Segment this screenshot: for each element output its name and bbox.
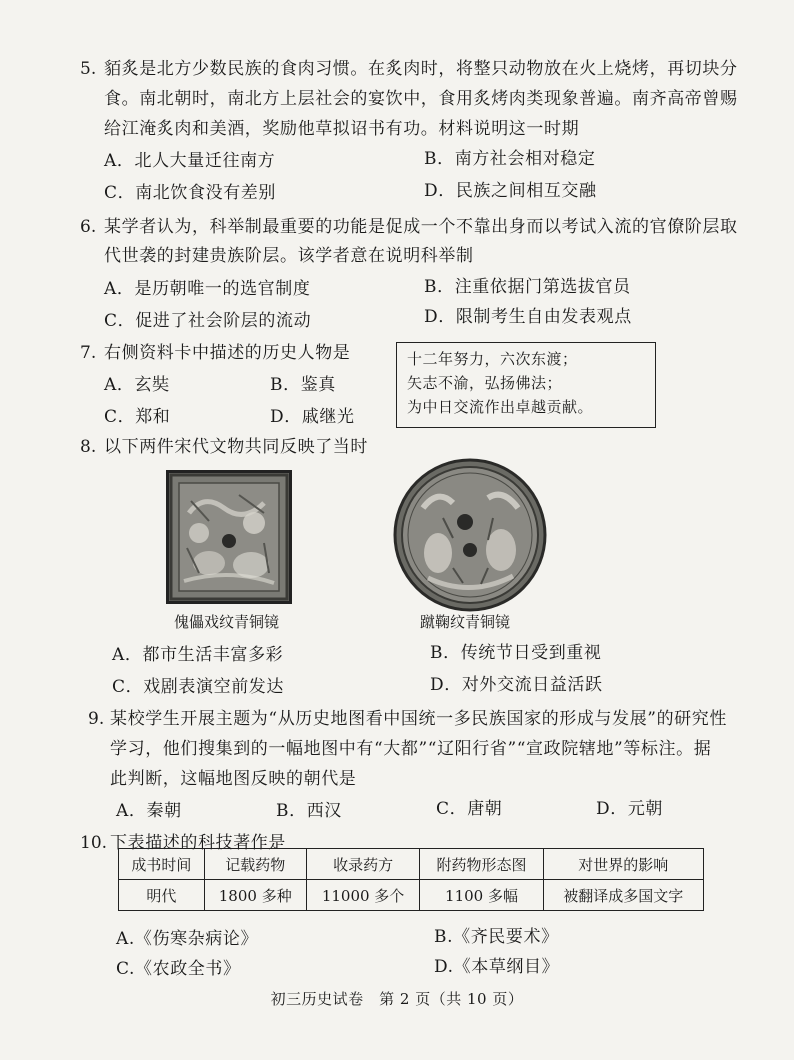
option-b: B．西汉 xyxy=(276,801,342,821)
question-stem-line: 貊炙是北方少数民族的食肉习惯。在炙肉时，将整只动物放在火上烧烤，再切块分 xyxy=(104,59,738,79)
question-stem-line: 给江淹炙肉和美酒，奖励他草拟诏书有功。材料说明这一时期 xyxy=(104,119,580,139)
question-number: 7. xyxy=(80,343,97,363)
question-number: 8. xyxy=(80,437,97,457)
question-stem-line: 代世袭的封建贵族阶层。该学者意在说明科举制 xyxy=(104,246,474,266)
option-c: C．南北饮食没有差别 xyxy=(104,183,277,203)
table-header-cell: 成书时间 xyxy=(119,849,205,880)
option-b: B.《齐民要术》 xyxy=(434,927,559,947)
info-card xyxy=(396,342,656,428)
puppet-mirror-image xyxy=(166,470,292,604)
question-stem-line: 食。南北朝时，南北方上层社会的宴饮中，食用炙烤肉类现象普遍。南齐高帝曾赐 xyxy=(104,89,738,109)
option-c: C．促进了社会阶层的流动 xyxy=(104,311,312,331)
option-d: D．限制考生自由发表观点 xyxy=(424,307,632,327)
table-header-cell: 记载药物 xyxy=(204,849,306,880)
option-c: C．戏剧表演空前发达 xyxy=(112,677,285,697)
table-cell: 11000 多个 xyxy=(306,880,420,911)
option-c: C．唐朝 xyxy=(436,799,503,819)
option-a: A．都市生活丰富多彩 xyxy=(112,645,284,665)
table-header-cell: 附药物形态图 xyxy=(420,849,543,880)
table-cell: 1800 多种 xyxy=(204,880,306,911)
question-stem-line: 学习，他们搜集到的一幅地图中有“大都”“辽阳行省”“宣政院辖地”等标注。据 xyxy=(110,739,712,759)
table-cell: 被翻译成多国文字 xyxy=(543,880,703,911)
table-cell: 1100 多幅 xyxy=(420,880,543,911)
image-caption: 傀儡戏纹青铜镜 xyxy=(174,613,280,631)
option-d: D．对外交流日益活跃 xyxy=(430,675,603,695)
question-stem: 下表描述的科技著作是 xyxy=(110,833,286,853)
image-caption: 蹴鞠纹青铜镜 xyxy=(420,613,511,631)
option-b: B．传统节日受到重视 xyxy=(430,643,602,663)
option-b: B．注重依据门第选拔官员 xyxy=(424,277,631,297)
question-number: 10. xyxy=(80,833,108,853)
question-stem-line: 此判断，这幅地图反映的朝代是 xyxy=(110,769,357,789)
info-card-line: 十二年努力，六次东渡； xyxy=(407,350,578,368)
question-number: 9. xyxy=(88,709,105,729)
table-header-cell: 收录药方 xyxy=(306,849,420,880)
option-d: D．戚继光 xyxy=(270,407,355,427)
question-stem: 右侧资料卡中描述的历史人物是 xyxy=(104,343,351,363)
table-cell: 明代 xyxy=(119,880,205,911)
cuju-mirror-image xyxy=(393,458,547,612)
option-c: C．郑和 xyxy=(104,407,171,427)
option-b: B．南方社会相对稳定 xyxy=(424,149,596,169)
question-stem-line: 某校学生开展主题为“从历史地图看中国统一多民族国家的形成与发展”的研究性 xyxy=(110,709,727,729)
info-card-line: 矢志不渝，弘扬佛法； xyxy=(407,374,563,392)
page-footer: 初三历史试卷 第 2 页（共 10 页） xyxy=(270,990,524,1008)
option-b: B．鉴真 xyxy=(270,375,336,395)
question-number: 5. xyxy=(80,59,97,79)
option-a: A．玄奘 xyxy=(104,375,170,395)
table-header-row xyxy=(119,849,704,880)
question-number: 6. xyxy=(80,217,97,237)
option-d: D．民族之间相互交融 xyxy=(424,181,597,201)
question-stem-line: 某学者认为，科举制最重要的功能是促成一个不靠出身而以考试入流的官僚阶层取 xyxy=(104,217,738,237)
option-c: C.《农政全书》 xyxy=(116,959,241,979)
table-header-cell: 对世界的影响 xyxy=(543,849,703,880)
info-table xyxy=(118,848,704,911)
option-a: A．北人大量迁往南方 xyxy=(104,151,276,171)
question-stem: 以下两件宋代文物共同反映了当时 xyxy=(104,437,368,457)
option-d: D.《本草纲目》 xyxy=(434,957,560,977)
info-card-line: 为中日交流作出卓越贡献。 xyxy=(407,398,594,416)
option-a: A．是历朝唯一的选官制度 xyxy=(104,279,311,299)
table-row xyxy=(119,880,704,911)
option-d: D．元朝 xyxy=(596,799,664,819)
option-a: A.《伤寒杂病论》 xyxy=(116,929,259,949)
option-a: A．秦朝 xyxy=(116,801,182,821)
